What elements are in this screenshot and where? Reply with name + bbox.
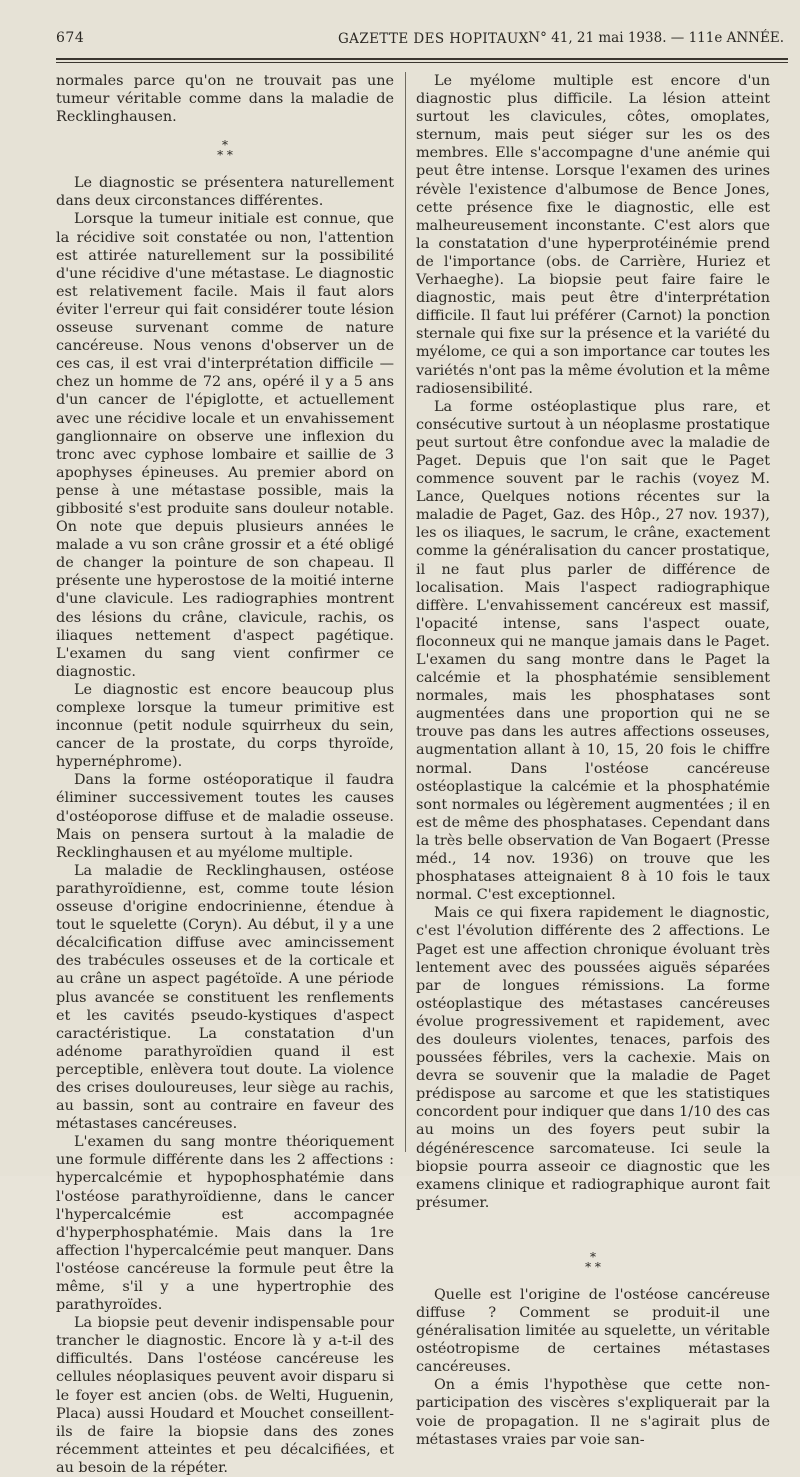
paragraph: Le myélome multiple est encore d'un diagnostic plus difficile. La lésion atteint surtout les clavicules, côtes, omoplates, sternum, mais peut siéger sur les os des membres. Elle s'accompagne d'une anémie qui peut être intense. Lorsque l'examen des urines révèle l'existence d'albumose de Bence Jones, cette présence fixe le diagnostic, elle est malheureusement inconstante. C'est alors que la constatation d'une hyperprotéinémie prend de l'importance (obs. de Carrière, Huriez et Verhaeghe). La biopsie peut faire faire le diagnostic, mais peut être d'interprétation difficile. Il faut lui préférer (Carnot) la ponction sternale qui fixe sur la présence et la variété du myélome, ce qui a son importance car toutes les variétés n'ont pas la même évolution et la même radiosensibilité. bbox=[416, 73, 770, 397]
header-rule-thin bbox=[56, 62, 788, 63]
paragraph: On a émis l'hypothèse que cette non-participation des viscères s'expliquerait par la voie de propagation. Il ne s'agirait plus de métastases vraies par voie san- bbox=[416, 1377, 770, 1448]
paragraph: Mais ce qui fixera rapidement le diagnostic, c'est l'évolution différente des 2 affections. Le Paget est une affection chronique évoluant très lentement avec des poussées aiguës séparées par de longues rémissions. La forme ostéoplastique des métastases cancéreuses évolue progressivement et rapidement, avec des douleurs violentes, tenaces, parfois des poussées fébriles, vers la cachexie. Mais on devra se souvenir que la maladie de Paget prédispose au sarcome et que les statistiques concordent pour indiquer que dans 1/10 des cas au moins un des foyers peut subir la dégénérescence sarcomateuse. Ici seule la biopsie pourra asseoir ce diagnostic que les examens clinique et radiographique auront fait présumer. bbox=[416, 905, 770, 1211]
asterism-top: * bbox=[222, 138, 228, 153]
paragraph: Le diagnostic est encore beaucoup plus complexe lorsque la tumeur primitive est inconnue (petit nodule squirrheux du sein, cancer de la prostate, du corps thyroïde, hypernéphrome). bbox=[56, 681, 394, 771]
page-number: 674 bbox=[56, 30, 85, 46]
continued-paragraph: normales parce qu'on ne trouvait pas une tumeur véritable comme dans la maladie de Recklinghausen. bbox=[56, 73, 394, 126]
section-asterism bbox=[416, 1249, 770, 1274]
paragraph: Quelle est l'origine de l'ostéose cancéreuse diffuse ? Comment se produit-il une généralisation limitée au squelette, un véritable ostéotropisme de certaines métastases cancéreuses. bbox=[416, 1286, 770, 1376]
paragraph: L'examen du sang montre théoriquement une formule différente dans les 2 affections : hypercalcémie et hypophosphatémie dans l'ostéose parathyroïdienne, dans le cancer l'hypercalcémie est accompagnée d'hyperphosphatémie. Mais dans la 1re affection l'hypercalcémie peut manquer. Dans l'ostéose cancéreuse la formule peut être la même, s'il y a une hypertrophie des parathyroïdes. bbox=[56, 1134, 394, 1314]
paragraph: Le diagnostic se présentera naturellement dans deux circonstances différentes. bbox=[56, 175, 394, 210]
running-header bbox=[56, 26, 786, 56]
paragraph: Lorsque la tumeur initiale est connue, que la récidive soit constatée ou non, l'attention est attirée naturellement sur la possibilité d'une récidive d'une métastase. Le diagnostic est relativement facile. Mais il faut alors éviter l'erreur qui fait considérer toute lésion osseuse survenant comme de nature cancéreuse. Nous venons d'observer un de ces cas, il est vrai d'interprétation difficile — chez un homme de 72 ans, opéré il y a 5 ans d'un cancer de l'épiglotte, et actuellement avec une récidive locale et un envahissement ganglionnaire on observe une inflexion du tronc avec cyphose lombaire et saillie de 3 apophyses épineuses. Au premier abord on pense à une métastase possible, mais la gibbosité s'est produite sans douleur notable. On note que depuis plusieurs années le malade a vu son crâne grossir et a été obligé de changer la pointure de son chapeau. Il présente une hyperostose de la moitié interne d'une clavicule. Les radiographies montrent des lésions du crâne, clavicule, rachis, os iliaques nettement d'aspect pagétique. L'examen du sang vient confirmer ce diagnostic. bbox=[56, 211, 394, 680]
asterism-bottom: * * bbox=[217, 148, 233, 163]
paragraph: Dans la forme ostéoporatique il faudra éliminer successivement toutes les causes d'ostéoporose diffuse et de maladie osseuse. Mais on pensera surtout à la maladie de Recklinghausen et au myélome multiple. bbox=[56, 772, 394, 861]
paragraph: La maladie de Recklinghausen, ostéose parathyroïdienne, est, comme toute lésion osseuse d'origine endocrinienne, étendue à tout le squelette (Coryn). Au début, il y a une décalcification diffuse avec amincissement des trabécules osseuses et de la corticale et au crâne un aspect pagétoïde. A une période plus avancée se constituent les renflements et les cavités pseudo-kystiques d'aspect caractéristique. La constatation d'un adénome parathyroïdien quand il est perceptible, enlèvera tout doute. La violence des crises douloureuses, leur siège au rachis, au bassin, sont au contraire en faveur des métastases cancéreuses. bbox=[56, 862, 394, 1133]
header-rule bbox=[56, 58, 788, 60]
left-column bbox=[56, 72, 394, 1477]
journal-title: GAZETTE DES HOPITAUX bbox=[338, 31, 529, 47]
section-asterism bbox=[56, 138, 394, 163]
issue-info: N° 41, 21 mai 1938. — 111e ANNÉE. bbox=[528, 30, 784, 46]
paragraph: La forme ostéoplastique plus rare, et consécutive surtout à un néoplasme prostatique peut surtout être confondue avec la maladie de Paget. Depuis que l'on sait que le Paget commence souvent par le rachis (voyez M. Lance, Quelques notions récentes sur la maladie de Paget, Gaz. des Hôp., 27 nov. 1937), les os iliaques, le sacrum, le crâne, exactement comme la généralisation du cancer prostatique, il ne faut plus parler de différence de localisation. Mais l'aspect radiographique diffère. L'envahissement cancéreux est massif, l'opacité intense, sans l'aspect ouate, floconneux qui ne manque jamais dans le Paget. L'examen du sang montre dans le Paget la calcémie et la phosphatémie sensiblement normales, mais les phosphatases sont augmentées dans une proportion qui ne se trouve pas dans les autres affections osseuses, augmentation allant à 10, 15, 20 fois le chiffre normal. Dans l'ostéose cancéreuse ostéoplastique la calcémie et la phosphatémie sont normales ou légèrement augmentées ; il en est de même des phosphatases. Cependant dans la très belle observation de Van Bogaert (Presse méd., 14 nov. 1936) on trouve que les phosphatases atteignaient 8 à 10 fois le taux normal. C'est exceptionnel. bbox=[416, 398, 770, 904]
column-divider bbox=[405, 72, 406, 1152]
right-column bbox=[416, 72, 770, 1449]
asterism-top: * bbox=[590, 1249, 596, 1264]
paragraph: La biopsie peut devenir indispensable pour trancher le diagnostic. Encore là y a-t-il des difficultés. Dans l'ostéose cancéreuse les cellules néoplasiques peuvent avoir disparu si le foyer est ancien (obs. de Welti, Huguenin, Placa) aussi Houdard et Mouchet conseillent-ils de faire la biopsie dans des zones récemment atteintes et peu décalcifiées, et au besoin de la répéter. bbox=[56, 1315, 394, 1476]
asterism-bottom: * * bbox=[585, 1259, 601, 1274]
